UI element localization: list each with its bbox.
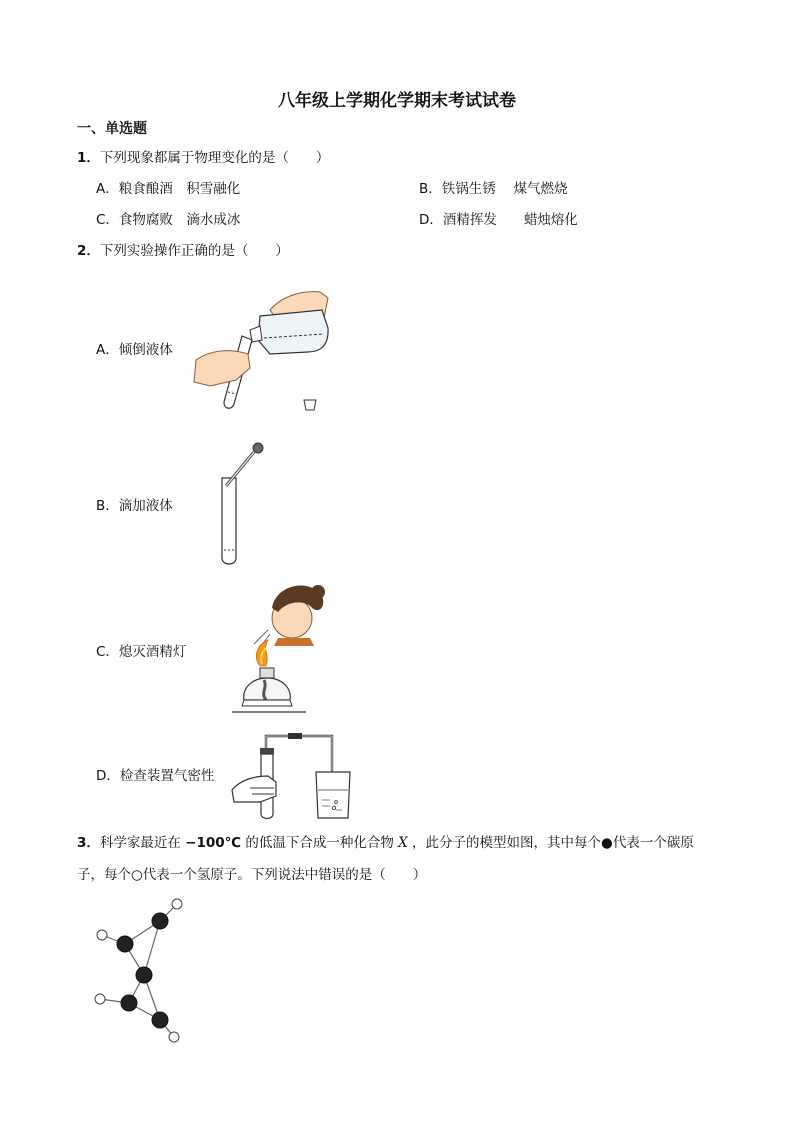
- question-1-stem: 下列现象都属于物理变化的是（ ）: [99, 150, 330, 166]
- hydrogen-atom: [95, 994, 105, 1004]
- q2-option-d: D．检查装置气密性: [96, 768, 215, 784]
- question-3-line-2: 子，每个○代表一个氢原子。下列说法中错误的是（ ）: [77, 867, 427, 883]
- blowing-lamp-illustration: [230, 578, 330, 718]
- q1-option-b: B．铁锅生锈 煤气燃烧: [419, 181, 568, 197]
- question-3-number: 3．: [77, 835, 100, 851]
- molecule-model-diagram: [92, 893, 192, 1048]
- hydrogen-atom: [169, 1032, 179, 1042]
- q1-option-a: A．粮食酿酒 积雪融化: [96, 181, 241, 197]
- carbon-atom: [152, 1012, 168, 1028]
- question-3-stem-part3: ，此分子的模型如图，其中每个●代表一个碳原: [407, 835, 694, 851]
- carbon-atom: [152, 913, 168, 929]
- question-2-number: 2．: [77, 243, 100, 259]
- question-3-temperature: −100℃: [185, 835, 242, 851]
- carbon-atom: [117, 936, 133, 952]
- question-2-stem: 下列实验操作正确的是（ ）: [99, 243, 289, 259]
- pouring-liquid-illustration: [190, 288, 335, 416]
- question-3-variable: X: [398, 835, 408, 851]
- question-1: [77, 146, 329, 166]
- question-3-stem-part1: 科学家最近在: [99, 835, 186, 851]
- hydrogen-atom: [97, 930, 107, 940]
- question-3-stem-part2: 的低温下合成一种化合物: [241, 835, 399, 851]
- carbon-atom: [136, 967, 152, 983]
- hydrogen-atom: [172, 899, 182, 909]
- q2-option-b: B．滴加液体: [96, 498, 173, 514]
- carbon-atom: [121, 995, 137, 1011]
- dropper-illustration: [218, 442, 268, 566]
- airtightness-illustration: [230, 730, 360, 822]
- q2-option-a: A．倾倒液体: [96, 342, 173, 358]
- q1-option-d: D．酒精挥发 蜡烛熔化: [419, 212, 578, 228]
- section-heading: 一、单选题: [77, 121, 147, 137]
- question-1-number: 1．: [77, 150, 100, 166]
- q2-option-c: C．熄灭酒精灯: [96, 644, 187, 660]
- q1-option-c: C．食物腐败 滴水成冰: [96, 212, 241, 228]
- question-3: [77, 831, 694, 851]
- page-title: 八年级上学期化学期末考试试卷: [278, 91, 516, 111]
- question-2: [77, 239, 289, 259]
